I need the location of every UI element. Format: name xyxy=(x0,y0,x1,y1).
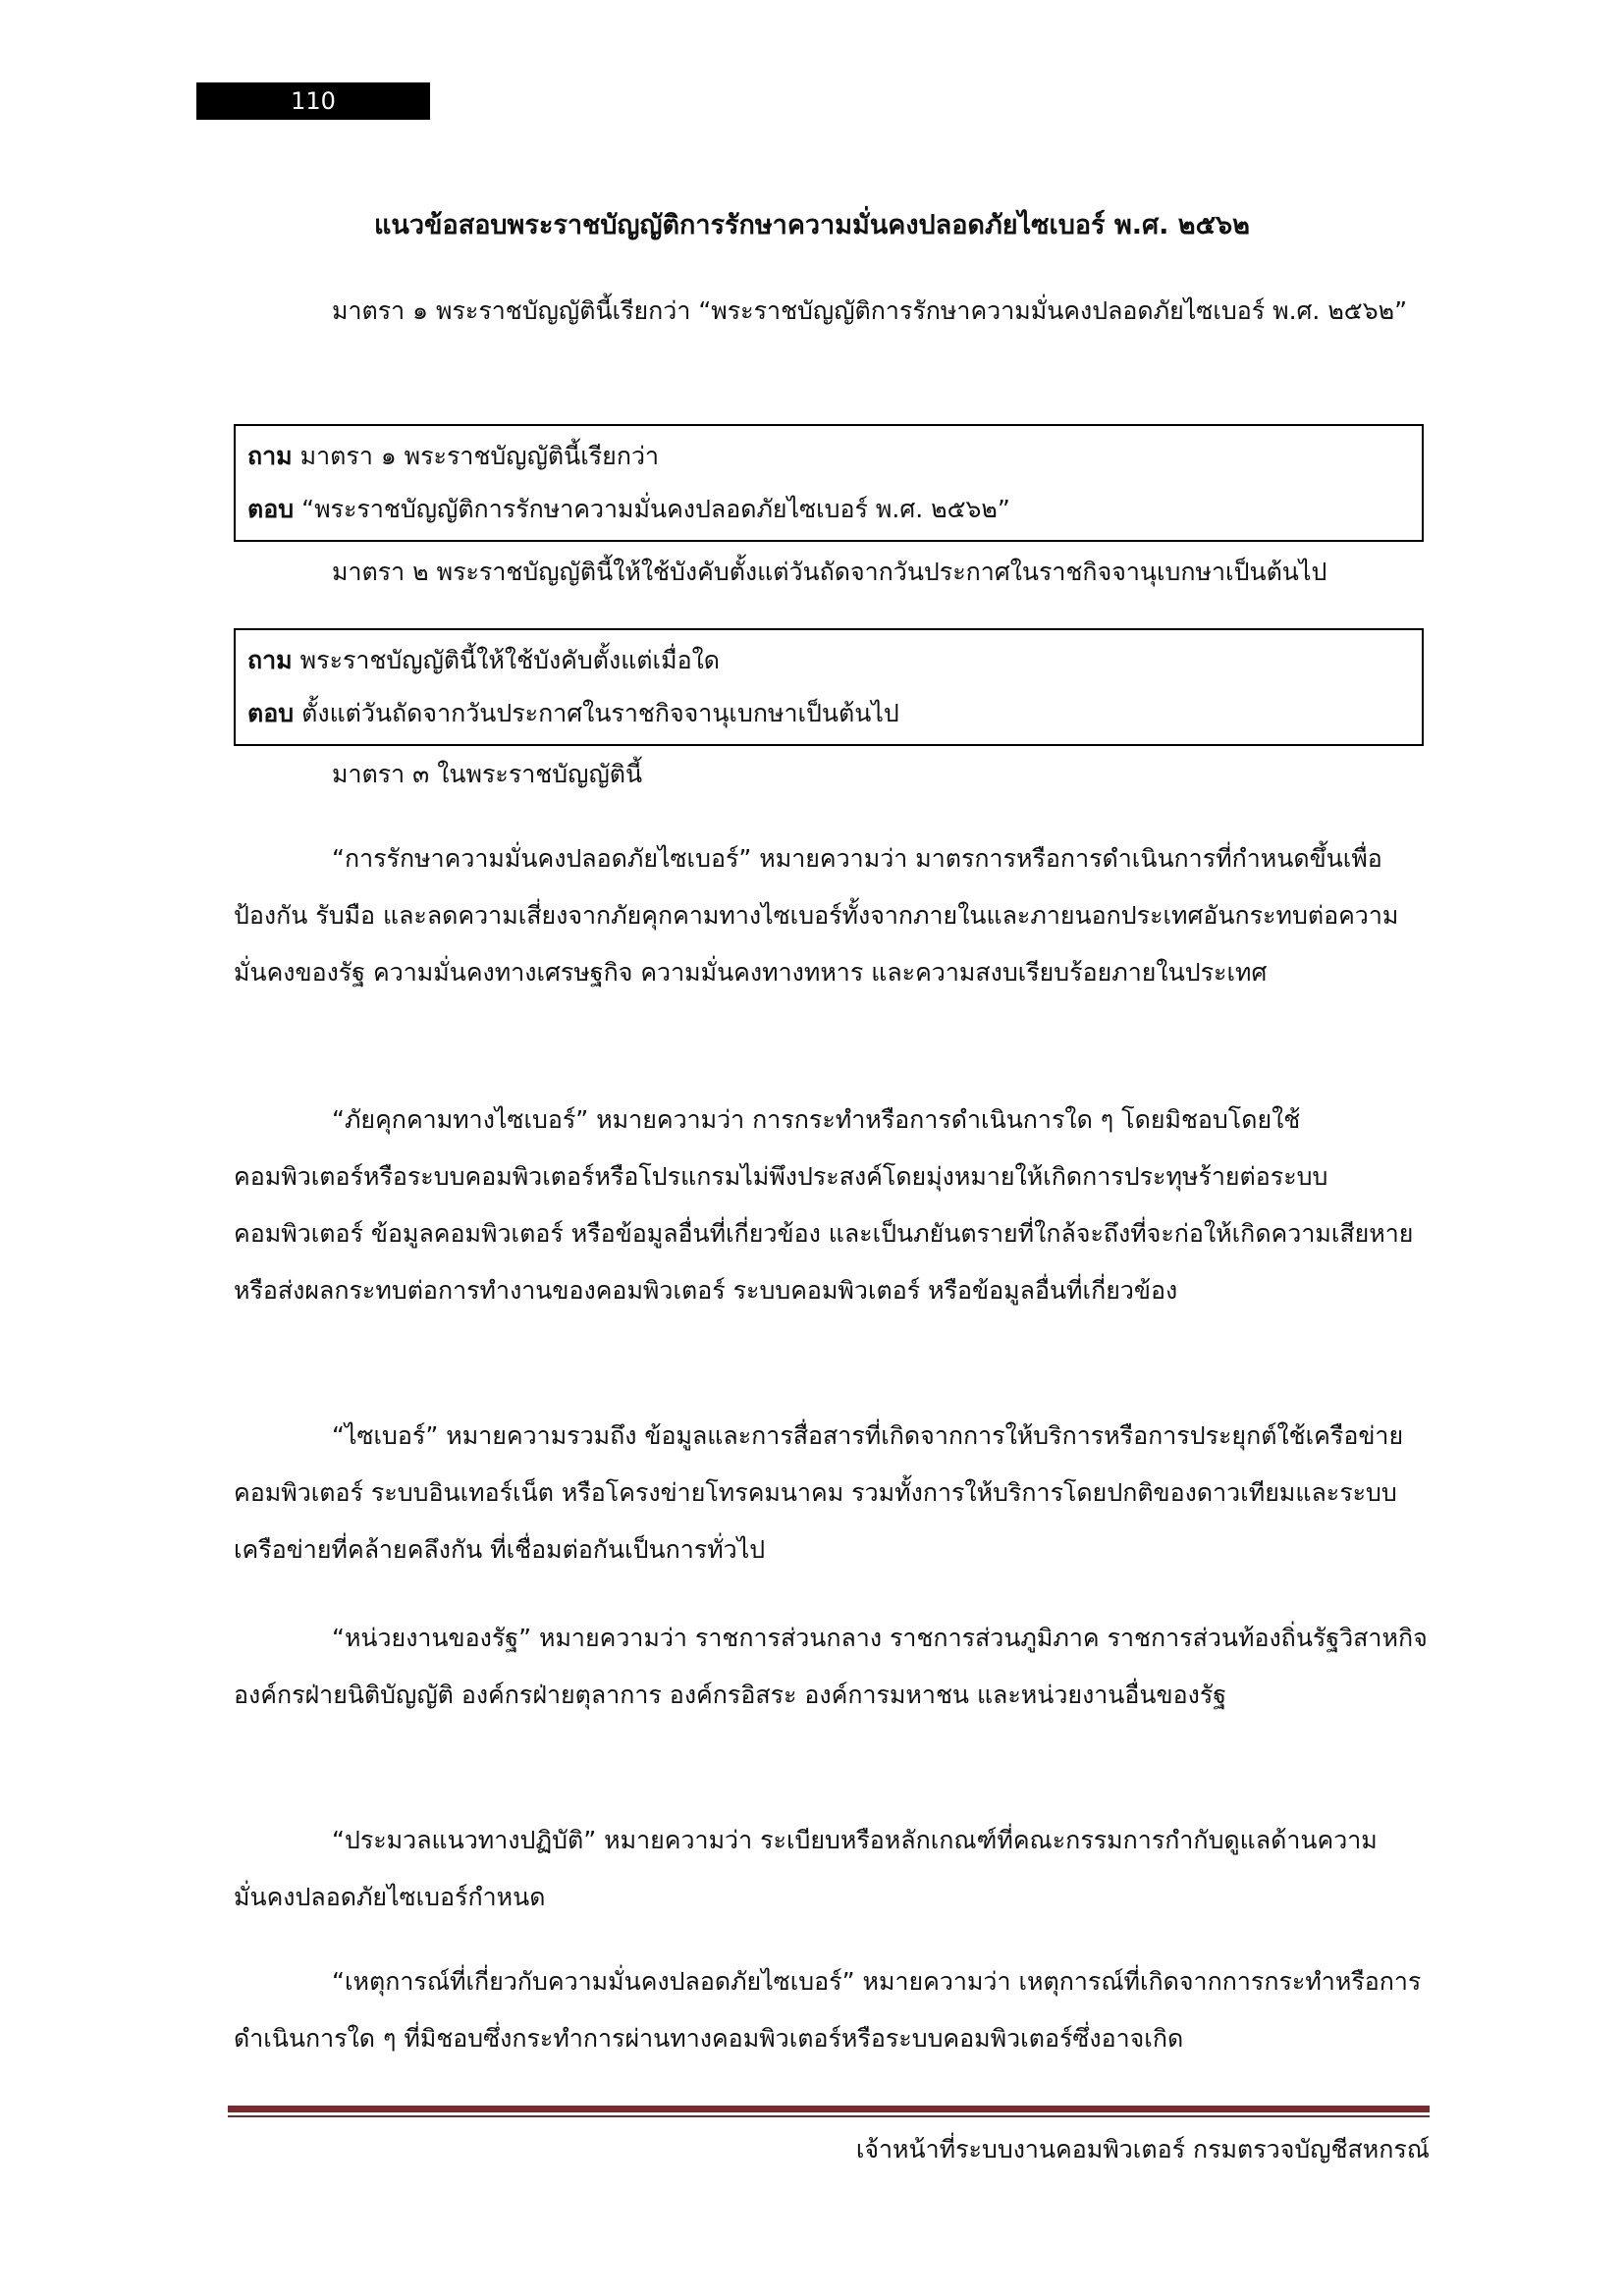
qa-box-1 xyxy=(234,424,1424,542)
definition-state-agency xyxy=(234,1610,1428,1724)
qa-2-answer: ตั้งแต่วันถัดจากวันประกาศในราชกิจจานุเบกษาเป็นต้นไป xyxy=(301,699,899,727)
definition-text: “ไซเบอร์” หมายความรวมถึง ข้อมูลและการสื่อสารที่เกิดจากการให้บริการหรือการประยุกต์ใช้เครือข่ายคอมพิวเตอร์ ระบบอินเทอร์เน็ต หรือโครงข่ายโทรคมนาคม รวมทั้งการให้บริการโดยปกติของดาวเทียมและระบบเครือข่ายที่คล้ายคลึงกัน ที่เชื่อมต่อกันเป็นการทั่วไป xyxy=(234,1421,1404,1564)
definition-cyber-threat xyxy=(234,1092,1428,1319)
footer-rule-thin xyxy=(228,2115,1430,2117)
section-1 xyxy=(234,283,1428,340)
qa-2-question-label: ถาม xyxy=(247,646,293,674)
qa-1-question-label: ถาม xyxy=(247,442,293,470)
qa-2-answer-line xyxy=(247,687,1410,740)
qa-1-answer-line xyxy=(247,483,1410,536)
definition-text: “หน่วยงานของรัฐ” หมายความว่า ราชการส่วนกลาง ราชการส่วนภูมิภาค ราชการส่วนท้องถิ่นรัฐวิสาหกิจ องค์กรฝ่ายนิติบัญญัติ องค์กรฝ่ายตุลาการ องค์กรอิสระ องค์การมหาชน และหน่วยงานอื่นของรัฐ xyxy=(234,1624,1428,1709)
page-title: แนวข้อสอบพระราชบัญญัติการรักษาความมั่นคงปลอดภัยไซเบอร์ พ.ศ. ๒๕๖๒ xyxy=(374,210,1250,240)
footer-rule xyxy=(228,2106,1430,2112)
qa-2-question: พระราชบัญญัตินี้ให้ใช้บังคับตั้งแต่เมื่อใด xyxy=(299,646,721,674)
qa-1-question-line xyxy=(247,430,1410,483)
page-number: 110 xyxy=(196,82,430,120)
definition-text: “เหตุการณ์ที่เกี่ยวกับความมั่นคงปลอดภัยไซเบอร์” หมายความว่า เหตุการณ์ที่เกิดจากการกระทำหรือการดำเนินการใด ๆ ที่มิชอบซึ่งกระทำการผ่านทางคอมพิวเตอร์หรือระบบคอมพิวเตอร์ซึ่งอาจเกิด xyxy=(234,1967,1422,2053)
definition-text: “ภัยคุกคามทางไซเบอร์” หมายความว่า การกระทำหรือการดำเนินการใด ๆ โดยมิชอบโดยใช้คอมพิวเตอร์หรือระบบคอมพิวเตอร์หรือโปรแกรมไม่พึงประสงค์โดยมุ่งหมายให้เกิดการประทุษร้ายต่อระบบคอมพิวเตอร์ ข้อมูลคอมพิวเตอร์ หรือข้อมูลอื่นที่เกี่ยวข้อง และเป็นภยันตรายที่ใกล้จะถึงที่จะก่อให้เกิดความเสียหายหรือส่งผลกระทบต่อการทำงานของคอมพิวเตอร์ ระบบคอมพิวเตอร์ หรือข้อมูลอื่นที่เกี่ยวข้อง xyxy=(234,1105,1414,1305)
definition-code-of-practice xyxy=(234,1812,1428,1926)
footer-text: เจ้าหน้าที่ระบบงานคอมพิวเตอร์ กรมตรวจบัญชีสหกรณ์ xyxy=(855,2135,1430,2163)
qa-2-answer-label: ตอบ xyxy=(247,699,295,727)
definition-cyber-security xyxy=(234,830,1428,1001)
qa-1-answer-label: ตอบ xyxy=(247,495,295,523)
section-3-text: มาตรา ๓ ในพระราชบัญญัตินี้ xyxy=(332,760,643,788)
section-1-text: มาตรา ๑ พระราชบัญญัตินี้เรียกว่า “พระราชบัญญัติการรักษาความมั่นคงปลอดภัยไซเบอร์ พ.ศ. ๒๕๖๒” xyxy=(332,296,1408,325)
section-2 xyxy=(234,544,1428,601)
definition-cyber xyxy=(234,1408,1428,1578)
section-3 xyxy=(234,746,1428,803)
definition-cyber-incident xyxy=(234,1953,1428,2067)
qa-1-answer: “พระราชบัญญัติการรักษาความมั่นคงปลอดภัยไซเบอร์ พ.ศ. ๒๕๖๒” xyxy=(301,495,1010,523)
qa-2-question-line xyxy=(247,634,1410,687)
qa-box-2 xyxy=(234,628,1424,746)
definition-text: “การรักษาความมั่นคงปลอดภัยไซเบอร์” หมายความว่า มาตรการหรือการดำเนินการที่กำหนดขึ้นเพื่อป้องกัน รับมือ และลดความเสี่ยงจากภัยคุกคามทางไซเบอร์ทั้งจากภายในและภายนอกประเทศอันกระทบต่อความมั่นคงของรัฐ ความมั่นคงทางเศรษฐกิจ ความมั่นคงทางทหาร และความสงบเรียบร้อยภายในประเทศ xyxy=(234,844,1399,987)
qa-1-question: มาตรา ๑ พระราชบัญญัตินี้เรียกว่า xyxy=(299,442,660,470)
section-2-text: มาตรา ๒ พระราชบัญญัตินี้ให้ใช้บังคับตั้งแต่วันถัดจากวันประกาศในราชกิจจานุเบกษาเป็นต้นไป xyxy=(332,558,1327,586)
definition-text: “ประมวลแนวทางปฏิบัติ” หมายความว่า ระเบียบหรือหลักเกณฑ์ที่คณะกรรมการกำกับดูแลด้านความมั่นคงปลอดภัยไซเบอร์กำหนด xyxy=(234,1826,1378,1911)
